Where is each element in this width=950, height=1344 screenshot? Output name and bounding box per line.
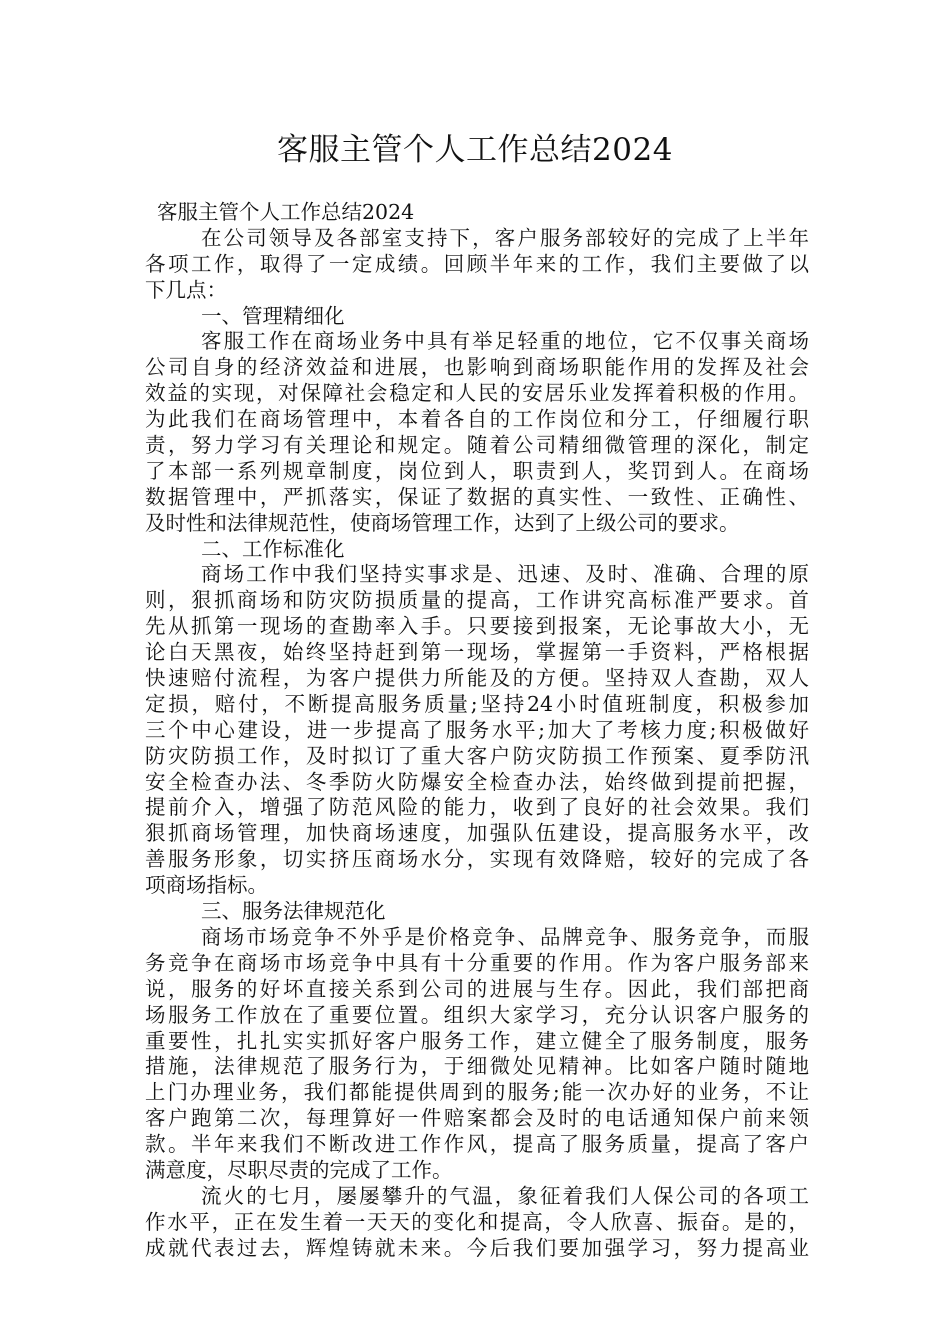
paragraph-line: 项商场指标。 bbox=[145, 873, 268, 898]
paragraph-line: 安全检查办法、冬季防火防爆安全检查办法，始终做到提前把握， bbox=[145, 769, 809, 794]
paragraph-line: 措施，法律规范了服务行为，于细微处见精神。比如客户随时随地 bbox=[145, 1054, 809, 1079]
document-subtitle: 客服主管个人工作总结2024 bbox=[157, 200, 415, 224]
section-heading: 二、工作标准化 bbox=[201, 536, 345, 561]
paragraph-line: 论白天黑夜，始终坚持赶到第一现场，掌握第一手资料，严格根据 bbox=[145, 640, 809, 665]
section-heading: 一、管理精细化 bbox=[201, 303, 345, 328]
paragraph-line: 流火的七月，屡屡攀升的气温，象征着我们人保公司的各项工 bbox=[201, 1183, 809, 1208]
paragraph-line: 三个中心建设，进一步提高了服务水平;加大了考核力度;积极做好 bbox=[145, 717, 809, 742]
paragraph-line: 责，努力学习有关理论和规定。随着公司精细微管理的深化，制定 bbox=[145, 433, 809, 458]
paragraph-line: 效益的实现，对保障社会稳定和人民的安居乐业发挥着积极的作用。 bbox=[145, 381, 809, 406]
paragraph-line: 务竞争在商场市场竞争中具有十分重要的作用。作为客户服务部来 bbox=[145, 950, 809, 975]
paragraph-line: 了本部一系列规章制度，岗位到人，职责到人，奖罚到人。在商场 bbox=[145, 458, 809, 483]
paragraph-line: 款。半年来我们不断改进工作作风，提高了服务质量，提高了客户 bbox=[145, 1132, 809, 1157]
paragraph-line: 快速赔付流程，为客户提供力所能及的方便。坚持双人查勘，双人 bbox=[145, 666, 809, 691]
paragraph-line: 场服务工作放在了重要位置。组织大家学习，充分认识客户服务的 bbox=[145, 1002, 809, 1027]
paragraph-line: 重要性，扎扎实实抓好客户服务工作，建立健全了服务制度，服务 bbox=[145, 1028, 809, 1053]
paragraph-line: 说，服务的好坏直接关系到公司的进展与生存。因此，我们部把商 bbox=[145, 976, 809, 1001]
paragraph-line: 先从抓第一现场的查勘率入手。只要接到报案，无论事故大小，无 bbox=[145, 614, 809, 639]
paragraph-line: 狠抓商场管理，加快商场速度，加强队伍建设，提高服务水平，改 bbox=[145, 821, 809, 846]
paragraph-line: 商场市场竞争不外乎是价格竞争、品牌竞争、服务竞争，而服 bbox=[201, 924, 809, 949]
paragraph-line: 下几点： bbox=[145, 277, 227, 302]
paragraph-line: 在公司领导及各部室支持下，客户服务部较好的完成了上半年 bbox=[201, 225, 809, 250]
document-title: 客服主管个人工作总结2024 bbox=[277, 132, 673, 168]
paragraph-line: 数据管理中，严抓落实，保证了数据的真实性、一致性、正确性、 bbox=[145, 484, 809, 509]
paragraph-line: 公司自身的经济效益和进展，也影响到商场职能作用的发挥及社会 bbox=[145, 355, 809, 380]
paragraph-line: 满意度，尽职尽责的完成了工作。 bbox=[145, 1157, 453, 1182]
paragraph-line: 客户跑第二次，每理算好一件赔案都会及时的电话通知保户前来领 bbox=[145, 1106, 809, 1131]
paragraph-line: 作水平，正在发生着一天天的变化和提高，令人欣喜、振奋。是的， bbox=[145, 1209, 809, 1234]
paragraph-line: 善服务形象，切实挤压商场水分，实现有效降赔，较好的完成了各 bbox=[145, 847, 809, 872]
paragraph-line: 成就代表过去，辉煌铸就未来。今后我们要加强学习，努力提高业 bbox=[145, 1235, 809, 1260]
paragraph-line: 防灾防损工作，及时拟订了重大客户防灾防损工作预案、夏季防汛 bbox=[145, 743, 809, 768]
paragraph-line: 则，狠抓商场和防灾防损质量的提高，工作讲究高标准严要求。首 bbox=[145, 588, 809, 613]
paragraph-line: 商场工作中我们坚持实事求是、迅速、及时、准确、合理的原 bbox=[201, 562, 809, 587]
paragraph-line: 为此我们在商场管理中，本着各自的工作岗位和分工，仔细履行职 bbox=[145, 407, 809, 432]
paragraph-line: 及时性和法律规范性，使商场管理工作，达到了上级公司的要求。 bbox=[145, 510, 740, 535]
document-body bbox=[145, 200, 809, 1262]
paragraph-line: 定损，赔付，不断提高服务质量;坚持24小时值班制度，积极参加 bbox=[145, 691, 809, 716]
paragraph-line: 客服工作在商场业务中具有举足轻重的地位，它不仅事关商场 bbox=[201, 329, 809, 354]
paragraph-line: 各项工作，取得了一定成绩。回顾半年来的工作，我们主要做了以 bbox=[145, 251, 809, 276]
paragraph-line: 提前介入，增强了防范风险的能力，收到了良好的社会效果。我们 bbox=[145, 795, 809, 820]
section-heading: 三、服务法律规范化 bbox=[201, 899, 386, 924]
paragraph-line: 上门办理业务，我们都能提供周到的服务;能一次办好的业务，不让 bbox=[145, 1080, 809, 1105]
